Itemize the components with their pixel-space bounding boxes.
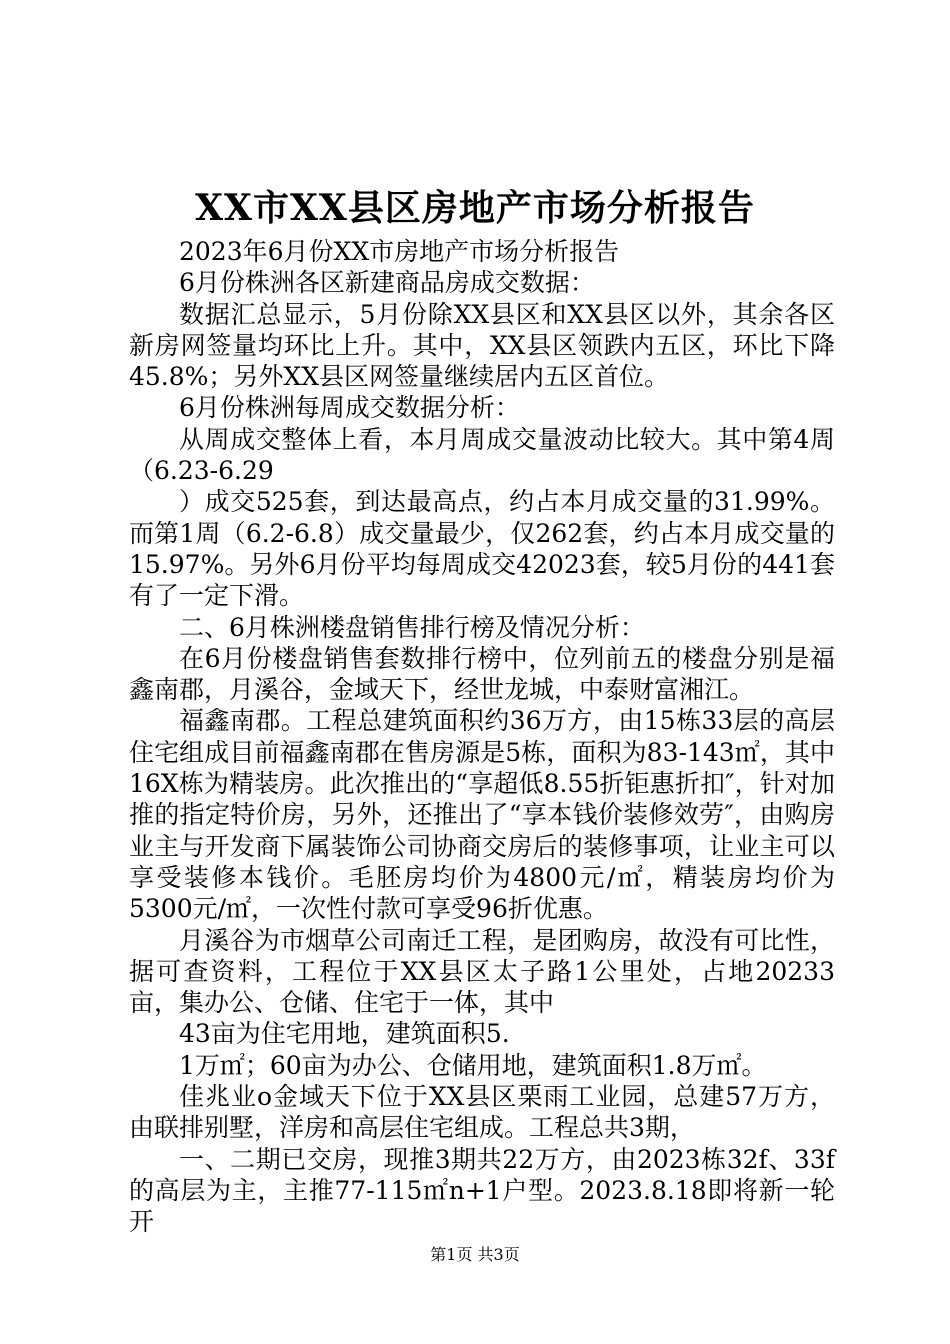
paragraph: 月溪谷为市烟草公司南迁工程，是团购房，故没有可比性，据可查资料，工程位于XX县区太子路1公里处，占地20233亩，集办公、仓储、住宅于一体，其中 — [129, 925, 835, 1018]
paragraph: 佳兆业o金域天下位于XX县区栗雨工业园，总建57万方，由联排别墅，洋房和高层住宅组成。工程总共3期， — [129, 1082, 835, 1143]
paragraph: 43亩为住宅用地，建筑面积5. — [179, 1019, 510, 1049]
paragraph: 在6月份楼盘销售套数排行榜中，位列前五的楼盘分别是福鑫南郡，月溪谷，金域天下，经世龙城，中泰财富湘江。 — [129, 643, 835, 705]
paragraph: 1万㎡；60亩为办公、仓储用地，建筑面积1.8万㎡。 — [179, 1050, 767, 1080]
document-body — [129, 236, 835, 1238]
paragraph: 福鑫南郡。工程总建筑面积约36万方，由15栋33层的高层住宅组成目前福鑫南郡在售房源是5栋，面积为83-143㎡，其中16X栋为精装房。此次推出的“享超低8.55折钜惠折扣″，针对加推的指定特价房，另外，还推出了“享本钱价装修效劳″，由购房业主与开发商下属装饰公司协商交房后的装修事项，让业主可以享受装修本钱价。毛胚房均价为4800元/㎡，精装房均价为5300元/㎡，一次性付款可享受96折优惠。 — [129, 706, 835, 924]
paragraph: 数据汇总显示，5月份除XX县区和XX县区以外，其余各区新房网签量均环比上升。其中，XX县区领跌内五区，环比下降45.8%；另外XX县区网签量继续居内五区首位。 — [129, 299, 835, 392]
paragraph-section-heading: 6月份株洲各区新建商品房成交数据： — [179, 268, 595, 298]
document-title: XX市XX县区房地产市场分析报告 — [195, 187, 755, 229]
paragraph-section-heading: 二、6月株洲楼盘销售排行榜及情况分析： — [179, 612, 645, 642]
paragraph: 从周成交整体上看，本月周成交量波动比较大。其中第4周（6.23-6.29 — [129, 424, 835, 486]
paragraph-report-subtitle: 2023年6月份XX市房地产市场分析报告 — [179, 237, 620, 266]
page-number-footer: 第1页 共3页 — [430, 1245, 520, 1264]
paragraph: ）成交525套，到达最高点，约占本月成交量的31.99%。而第1周（6.2-6.8）成交量最少，仅262套，约占本月成交量的15.97%。另外6月份平均每周成交42023套，较5月份的441套有了一定下滑。 — [129, 487, 835, 611]
paragraph-section-heading: 6月份株洲每周成交数据分析： — [179, 393, 520, 423]
paragraph: 一、二期已交房，现推3期共22万方，由2023栋32f、33f的高层为主，主推77-115㎡n+1户型。2023.8.18即将新一轮开 — [129, 1144, 835, 1237]
